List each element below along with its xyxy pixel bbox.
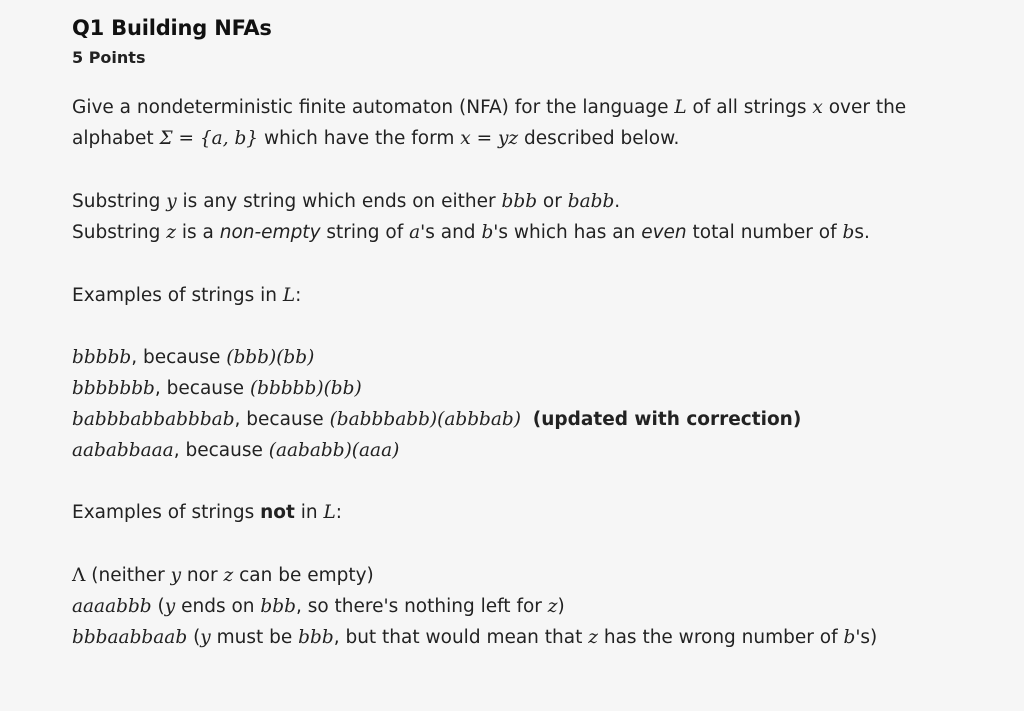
examples-not-list	[72, 560, 972, 653]
math-bbb: bbb	[298, 627, 334, 648]
math-b: b	[481, 222, 494, 243]
text: string of	[320, 222, 410, 243]
text: , because	[131, 347, 227, 368]
text: , so there's nothing left for	[295, 596, 548, 617]
intro-line-1	[72, 92, 972, 123]
example-not-item	[72, 622, 972, 653]
math-y: y	[166, 191, 177, 212]
text: ends on	[175, 596, 261, 617]
substring-z-line	[72, 217, 972, 248]
example-string: babbbabbabbbab	[72, 409, 235, 430]
text: Substring	[72, 191, 167, 212]
intro-text: of all strings	[686, 97, 813, 118]
example-split: (bbbbb)(bb)	[249, 378, 362, 399]
text: in	[294, 502, 324, 523]
text: 's which has an	[493, 222, 642, 243]
intro-text: which have the form	[258, 128, 461, 149]
math-a: a	[409, 222, 421, 243]
example-split: (aababb)(aaa)	[268, 440, 400, 461]
math-form: x = yz	[460, 128, 519, 149]
text: Examples of strings in	[72, 285, 283, 306]
text: s.	[854, 222, 870, 243]
math-z: z	[166, 222, 176, 243]
emphasis-not: not	[260, 502, 295, 523]
math-b: b	[842, 222, 855, 243]
text: Substring	[72, 222, 167, 243]
math-babb: babb	[567, 191, 615, 212]
emphasis-nonempty: non-empty	[219, 222, 321, 243]
substring-definitions	[72, 186, 972, 248]
example-string: bbbbbbb	[72, 378, 155, 399]
math-L: L	[323, 502, 336, 523]
example-string: aaaabbb	[72, 596, 152, 617]
question-title: Q1 Building NFAs	[72, 16, 272, 40]
text: can be empty)	[233, 565, 374, 586]
text: nor	[181, 565, 224, 586]
math-z: z	[588, 627, 598, 648]
example-split: (babbbabb)(abbbab)	[329, 409, 521, 430]
intro-text: over the	[822, 97, 907, 118]
math-y: y	[200, 627, 211, 648]
example-string: bbbbb	[72, 347, 132, 368]
intro-line-2	[72, 123, 972, 154]
example-string: aababbaaa	[72, 440, 174, 461]
text: )	[557, 596, 565, 617]
examples-not-heading	[72, 497, 972, 528]
emphasis-even: even	[641, 222, 687, 243]
math-x: x	[812, 97, 823, 118]
substring-y-line	[72, 186, 972, 217]
intro-text: Give a nondeterministic finite automaton (NFA) for the language	[72, 97, 675, 118]
example-not-item	[72, 560, 972, 591]
example-split: (bbb)(bb)	[226, 347, 315, 368]
math-y: y	[170, 565, 182, 586]
text: , but that would mean that	[333, 627, 589, 648]
correction-note: (updated with correction)	[532, 409, 802, 430]
text: is a	[175, 222, 220, 243]
math-b: b	[843, 627, 856, 648]
example-in-item	[72, 342, 972, 373]
question-points: 5 Points	[72, 48, 146, 67]
math-alphabet: Σ = {a, b}	[159, 128, 259, 149]
math-L: L	[282, 285, 296, 306]
text: 's)	[855, 627, 878, 648]
text: is any string which ends on either	[176, 191, 502, 212]
text: must be	[210, 627, 299, 648]
math-bbb: bbb	[260, 596, 296, 617]
text: has the wrong number of	[597, 627, 844, 648]
example-in-item	[72, 404, 972, 435]
text: .	[614, 191, 621, 212]
example-in-item	[72, 373, 972, 404]
examples-in-list	[72, 342, 972, 466]
intro-paragraph	[72, 92, 972, 154]
text: Examples of strings	[72, 502, 261, 523]
text: total number of	[686, 222, 843, 243]
text: , because	[234, 409, 330, 430]
example-not-item	[72, 591, 972, 622]
intro-text: alphabet	[72, 128, 160, 149]
math-z: z	[547, 596, 558, 617]
math-bbb: bbb	[501, 191, 538, 212]
math-L: L	[674, 97, 687, 118]
text: (	[187, 627, 201, 648]
math-y: y	[164, 596, 176, 617]
text: , because	[154, 378, 250, 399]
intro-text: described below.	[518, 128, 680, 149]
text: 's and	[420, 222, 482, 243]
text: , because	[173, 440, 269, 461]
math-z: z	[223, 565, 234, 586]
text: or	[537, 191, 568, 212]
example-in-item	[72, 435, 972, 466]
math-lambda: Λ	[72, 565, 86, 586]
examples-in-heading-line	[72, 280, 972, 311]
examples-not-heading-line	[72, 497, 972, 528]
examples-in-heading	[72, 280, 972, 311]
example-string: bbbaabbaab	[72, 627, 188, 648]
text: (neither	[85, 565, 171, 586]
text: :	[335, 502, 343, 523]
text: (	[151, 596, 165, 617]
text: :	[295, 285, 302, 306]
